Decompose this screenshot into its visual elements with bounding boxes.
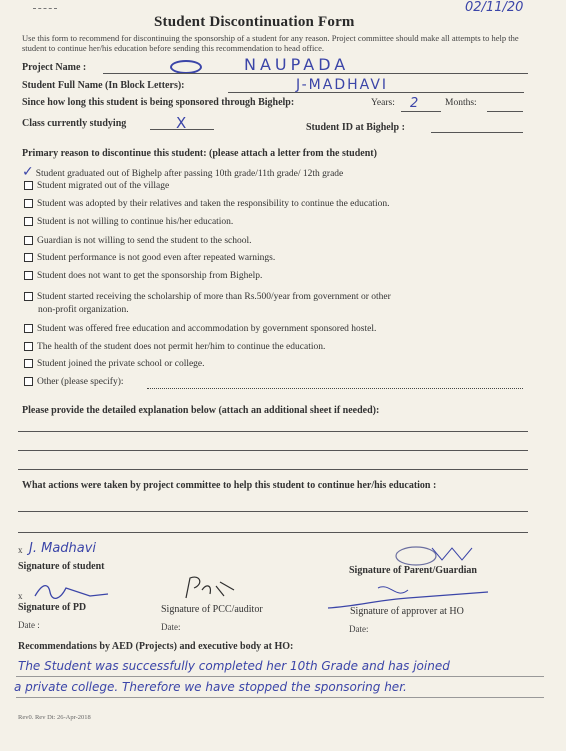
reason-item-adopted[interactable] xyxy=(24,199,389,209)
student-id-label: Student ID at Bighelp : xyxy=(306,122,405,133)
student-id-line xyxy=(431,132,523,133)
reason-label: Other (please specify): xyxy=(37,377,124,387)
reason-item-health[interactable] xyxy=(24,342,325,352)
approver-signature-label: Signature of approver at HO xyxy=(350,606,464,617)
checkbox[interactable] xyxy=(24,199,33,208)
recommendation-rule xyxy=(16,676,544,677)
pcc-date-label: Date: xyxy=(161,622,181,632)
years-value[interactable]: 2 xyxy=(410,96,419,111)
x-mark: x xyxy=(18,545,23,555)
explanation-line xyxy=(18,469,528,470)
reason-label: Student performance is not good even after repeated warnings. xyxy=(37,253,276,263)
project-name-value[interactable]: NAUPADA xyxy=(244,55,350,74)
revision-footer: Rev0. Rev Dt: 26-Apr-2018 xyxy=(18,714,91,721)
corner-mark xyxy=(33,8,57,9)
reason-item-private-school[interactable] xyxy=(24,359,205,369)
recommendations-heading: Recommendations by AED (Projects) and executive body at HO: xyxy=(18,641,294,652)
sponsored-label: Since how long this student is being sponsored through Bighelp: xyxy=(22,97,295,108)
reason-label: Student joined the private school or college. xyxy=(37,359,205,369)
actions-heading: What actions were taken by project committee to help this student to continue her/his education : xyxy=(22,480,437,491)
actions-line xyxy=(18,511,528,512)
form-instructions: Use this form to recommend for discontinuing the sponsorship of a student for any reason. Project committee should make all attempts to help the student to continue her/his education before sending this recommendation to head office. xyxy=(22,33,519,53)
checkbox[interactable] xyxy=(24,236,33,245)
reason-label: Student was adopted by their relatives and taken the responsibility to continue the education. xyxy=(37,199,390,209)
reason-item-scholarship[interactable] xyxy=(24,292,391,302)
reason-item-performance[interactable] xyxy=(24,253,275,263)
reason-label: The health of the student does not permit her/him to continue the education. xyxy=(37,342,326,352)
explanation-line xyxy=(18,431,528,432)
project-name-label: Project Name : xyxy=(22,62,87,73)
months-label: Months: xyxy=(445,98,477,108)
parent-signature-label: Signature of Parent/Guardian xyxy=(349,565,477,576)
reason-label: Student migrated out of the village xyxy=(37,181,170,191)
other-line xyxy=(147,388,523,389)
reason-label: Student started receiving the scholarship of more than Rs.500/year from government or other xyxy=(37,292,391,302)
student-signature-label: Signature of student xyxy=(18,561,105,572)
handwritten-date: 02/11/20 xyxy=(465,0,524,15)
class-value[interactable]: X xyxy=(176,114,187,132)
reason-item-graduated[interactable] xyxy=(22,164,343,180)
class-line xyxy=(150,129,214,130)
full-name-value[interactable]: J-MADHAVI xyxy=(296,77,389,93)
actions-line xyxy=(18,532,528,533)
checkbox[interactable] xyxy=(24,324,33,333)
reason-label: Student graduated out of Bighelp after passing 10th grade/11th grade/ 12th grade xyxy=(35,169,344,179)
checkbox[interactable] xyxy=(24,292,33,301)
years-line xyxy=(401,111,441,112)
reason-label: Guardian is not willing to send the student to the school. xyxy=(37,236,252,246)
checkbox[interactable] xyxy=(24,181,33,190)
full-name-label: Student Full Name (In Block Letters): xyxy=(22,80,185,91)
explanation-heading: Please provide the detailed explanation below (attach an additional sheet if needed): xyxy=(22,405,380,416)
x-mark: x xyxy=(18,591,23,601)
reason-label: Student was offered free education and accommodation by government sponsored hostel. xyxy=(37,324,377,334)
recommendation-line-1: The Student was successfully completed her 10th Grade and has joined xyxy=(18,659,450,673)
years-label: Years: xyxy=(371,98,395,108)
scribble-mark xyxy=(170,60,202,74)
months-line xyxy=(487,111,523,112)
pcc-signature-mark xyxy=(180,572,240,604)
checkbox[interactable] xyxy=(24,359,33,368)
pd-date-label: Date : xyxy=(18,620,40,630)
checkbox[interactable] xyxy=(24,377,33,386)
class-label: Class currently studying xyxy=(22,118,127,129)
form-title: Student Discontinuation Form xyxy=(154,14,355,30)
checkbox[interactable] xyxy=(24,253,33,262)
approver-date-label: Date: xyxy=(349,624,369,634)
pcc-signature-label: Signature of PCC/auditor xyxy=(161,604,263,615)
reason-continuation: non-profit organization. xyxy=(38,305,129,315)
reason-label: Student is not willing to continue his/her education. xyxy=(37,217,234,227)
project-name-line xyxy=(103,73,528,74)
recommendation-line-2: a private college. Therefore we have stopped the sponsoring her. xyxy=(14,680,407,694)
reasons-heading: Primary reason to discontinue this student: (please attach a letter from the student) xyxy=(22,148,377,159)
checkbox[interactable] xyxy=(24,217,33,226)
checkbox[interactable] xyxy=(24,342,33,351)
pd-signature-label: Signature of PD xyxy=(18,602,87,613)
full-name-line xyxy=(228,92,524,93)
explanation-line xyxy=(18,450,528,451)
reason-item-other[interactable] xyxy=(24,377,124,387)
reason-item-migrated[interactable] xyxy=(24,181,169,191)
recommendation-rule xyxy=(16,697,544,698)
student-signature: J. Madhavi xyxy=(29,541,97,556)
reason-label: Student does not want to get the sponsorship from Bighelp. xyxy=(37,271,263,281)
reason-item-hostel[interactable] xyxy=(24,324,376,334)
check-mark-icon: ✓ xyxy=(22,164,34,180)
reason-item-guardian[interactable] xyxy=(24,236,252,246)
reason-item-not-willing[interactable] xyxy=(24,217,233,227)
checkbox[interactable] xyxy=(24,271,33,280)
reason-item-no-sponsorship[interactable] xyxy=(24,271,262,281)
